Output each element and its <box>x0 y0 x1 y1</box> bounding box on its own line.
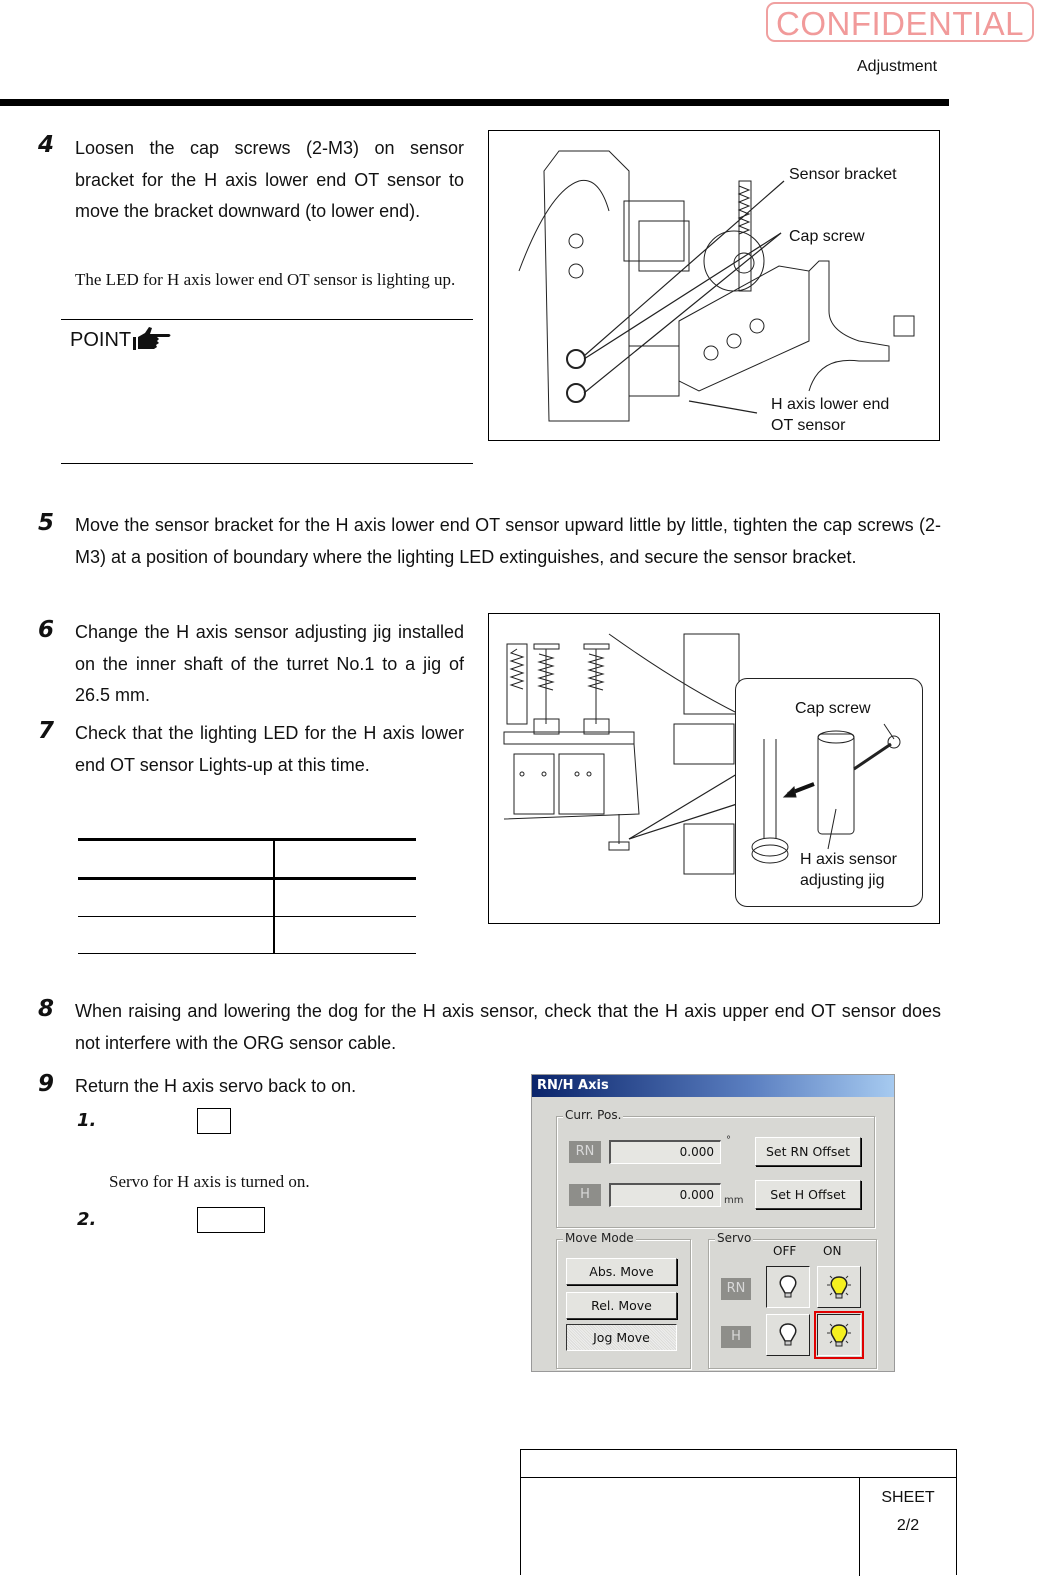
step-4-text: Loosen the cap screws (2-M3) on sensor bracket for the H axis lower end OT sensor to move the bracket downward (to lower end). <box>75 138 464 221</box>
servo-group <box>708 1231 877 1369</box>
step-number-8: 8 <box>38 996 55 1022</box>
step-4-result: The LED for H axis lower end OT sensor is lighting up. <box>75 270 456 289</box>
table-row <box>78 917 416 954</box>
table-cell <box>78 840 274 879</box>
bulb-on-icon <box>824 1272 854 1302</box>
rn-h-axis-dialog <box>531 1074 895 1372</box>
step-number-7: 7 <box>38 718 55 744</box>
point-bottom-rule <box>61 463 473 464</box>
jog-move-button[interactable]: Jog Move <box>566 1324 677 1351</box>
servo-rn-tag: RN <box>721 1278 751 1300</box>
sheet-info <box>860 1484 956 1540</box>
substep-1-result: Servo for H axis is turned on. <box>109 1172 310 1191</box>
step-number-9: 9 <box>38 1071 55 1097</box>
set-h-offset-button[interactable]: Set H Offset <box>755 1180 861 1209</box>
step-8-text: When raising and lowering the dog for the H axis sensor, check that the H axis upper end OT sensor does not interfere with the ORG sensor cable. <box>75 1001 941 1053</box>
label-ot-sensor: OT sensor <box>771 417 846 434</box>
curr-pos-label: Curr. Pos. <box>565 1108 622 1122</box>
point-top-rule <box>61 319 473 320</box>
title-block <box>520 1449 957 1575</box>
dialog-title: RN/H Axis <box>532 1075 894 1097</box>
step-number-5: 5 <box>38 510 55 536</box>
section-title: Adjustment <box>857 58 938 75</box>
h-servo-off-button[interactable] <box>766 1314 810 1356</box>
rn-unit: ° <box>726 1135 731 1146</box>
h-axis-tag: H <box>569 1184 601 1206</box>
servo-label: Servo <box>717 1231 752 1245</box>
sheet-number: 2/2 <box>896 1517 920 1534</box>
detail-callout <box>735 678 923 907</box>
move-mode-label: Move Mode <box>565 1231 634 1245</box>
table-row <box>78 879 416 917</box>
table-cell <box>78 879 274 917</box>
header-rule <box>0 99 949 106</box>
step-6-text: Change the H axis sensor adjusting jig installed on the inner shaft of the turret No.1 to a jig of 26.5 mm. <box>75 622 464 705</box>
substep-1-number: 1. <box>77 1110 97 1131</box>
pointing-hand-icon <box>131 327 173 353</box>
label-adjusting-jig: adjusting jig <box>800 872 885 889</box>
figure-sensor-bracket <box>488 130 940 441</box>
h-unit: mm <box>724 1195 744 1206</box>
table-cell <box>274 879 416 917</box>
blank-table <box>78 838 416 954</box>
step-7-text: Check that the lighting LED for the H axis lower end OT sensor Lights-up at this time. <box>75 723 464 775</box>
bulb-off-icon <box>777 1274 799 1300</box>
table-cell <box>274 840 416 879</box>
curr-pos-group <box>556 1108 875 1228</box>
confidential-stamp: CONFIDENTIAL <box>766 2 1034 42</box>
off-column-label: OFF <box>773 1244 797 1258</box>
h-position-readout: 0.000 <box>609 1183 721 1207</box>
rn-position-readout: 0.000 <box>609 1140 721 1164</box>
substep-1-key-box <box>197 1108 231 1134</box>
point-heading <box>70 327 173 353</box>
step-number-6: 6 <box>38 617 55 643</box>
step-9-text: Return the H axis servo back to on. <box>75 1076 357 1096</box>
bulb-off-icon <box>777 1322 799 1348</box>
table-cell <box>274 917 416 954</box>
rel-move-button[interactable]: Rel. Move <box>566 1292 677 1319</box>
set-rn-offset-button[interactable]: Set RN Offset <box>755 1137 861 1166</box>
rn-servo-off-button[interactable] <box>766 1266 810 1308</box>
step-number-4: 4 <box>38 132 55 158</box>
substep-2-key-box <box>197 1207 265 1233</box>
table-row <box>78 840 416 879</box>
label-sensor-bracket: Sensor bracket <box>789 166 897 183</box>
h-servo-on-highlight <box>814 1311 864 1359</box>
rn-axis-tag: RN <box>569 1141 601 1163</box>
step-5-text: Move the sensor bracket for the H axis lower end OT sensor upward little by little, tighten the cap screws (2-M3) at a position of boundary where the lighting LED extinguishes, and secure the sensor bracket. <box>75 515 941 567</box>
abs-move-button[interactable]: Abs. Move <box>566 1258 677 1285</box>
label-h-axis-sensor: H axis sensor <box>800 851 897 868</box>
table-cell <box>78 917 274 954</box>
label-h-axis-lower-end: H axis lower end <box>771 396 890 413</box>
label-cap-screw: Cap screw <box>789 228 865 245</box>
figure-adjusting-jig <box>488 613 940 924</box>
move-mode-group <box>556 1231 691 1369</box>
servo-h-tag: H <box>721 1326 751 1348</box>
on-column-label: ON <box>823 1244 842 1258</box>
sheet-label: SHEET <box>881 1489 935 1506</box>
label-cap-screw-2: Cap screw <box>795 700 871 717</box>
point-label: POINT <box>70 328 132 351</box>
rn-servo-on-button[interactable] <box>817 1266 861 1308</box>
title-block-divider <box>521 1477 956 1478</box>
substep-2-number: 2. <box>77 1209 97 1230</box>
